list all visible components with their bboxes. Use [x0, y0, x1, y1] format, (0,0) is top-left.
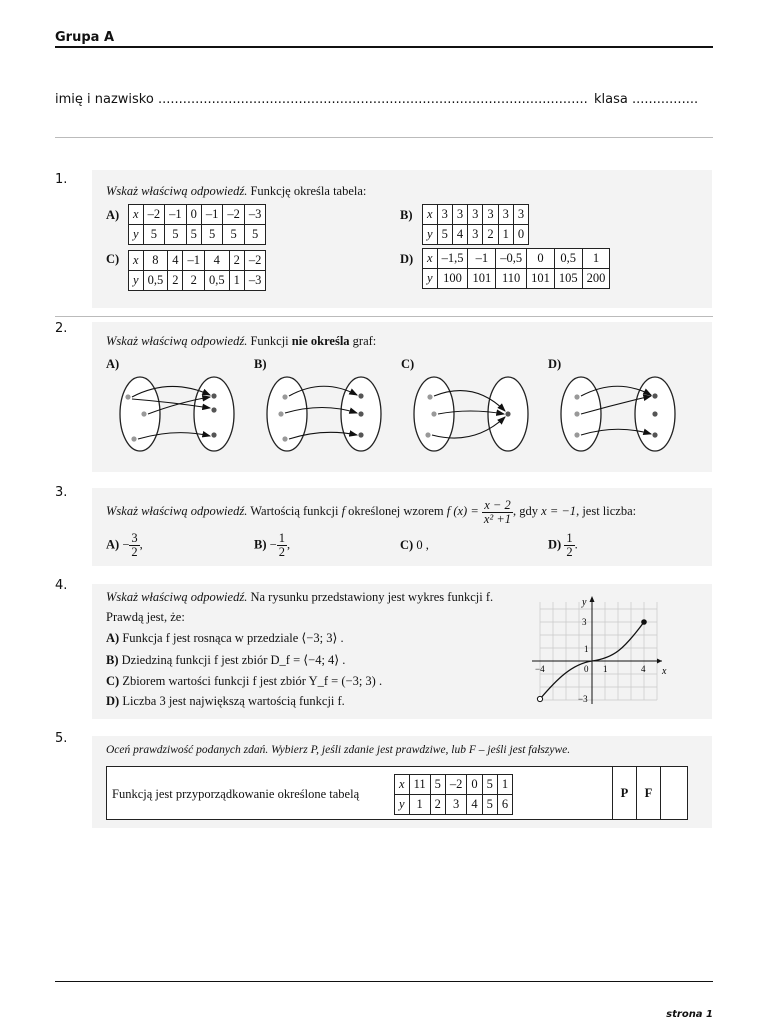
- table-header-cell: x: [423, 249, 438, 269]
- table-cell: –1,5: [437, 249, 468, 269]
- table-cell: 5: [244, 225, 266, 245]
- table-cell: 0: [467, 775, 482, 795]
- q4-graph-x-left: −4: [535, 664, 545, 674]
- q4-graph-x-zero: 0: [584, 664, 589, 674]
- q3-text-4: , jest liczba:: [576, 504, 637, 518]
- q4-prompt: Prawdą jest, że:: [106, 610, 185, 624]
- table-cell: 2: [229, 251, 244, 271]
- q2-mapping-graphs: [92, 372, 712, 472]
- question-1-number: 1.: [55, 172, 68, 187]
- q4-option-b[interactable]: B) Dziedziną funkcji f jest zbiór D_f = ⟨−4; 4⟩ .: [106, 653, 346, 667]
- q5-statement-box: [106, 766, 688, 820]
- q3-text-3: , gdy: [513, 504, 539, 518]
- table-cell: 3: [468, 225, 483, 245]
- q2-text: Funkcji: [250, 334, 289, 348]
- q2-instruction: Wskaż właściwą odpowiedź.: [106, 334, 248, 348]
- name-label: imię i nazwisko ........................................................................................................: [55, 92, 588, 107]
- table-cell: –2: [143, 205, 165, 225]
- table-cell: –2: [445, 775, 467, 795]
- q3-text-2: określonej wzorem: [348, 504, 444, 518]
- q3-formula-lhs: f (x) =: [446, 504, 479, 518]
- q3-formula-fraction: $\frac{x - 2}{\text{x² +1}}$: [483, 497, 512, 526]
- group-header: Grupa A: [55, 30, 713, 48]
- table-cell: 200: [582, 269, 610, 289]
- table-cell: –3: [244, 205, 266, 225]
- table-cell: 3: [445, 795, 467, 815]
- table-header-cell: y: [129, 225, 144, 245]
- table-cell: 3: [437, 205, 452, 225]
- table-cell: 0: [513, 225, 528, 245]
- table-cell: 0: [527, 249, 555, 269]
- table-cell: –2: [244, 251, 266, 271]
- table-header-cell: y: [395, 795, 410, 815]
- table-cell: 5: [437, 225, 452, 245]
- table-cell: 101: [527, 269, 555, 289]
- q1-option-a-label[interactable]: A): [106, 208, 120, 222]
- table-header-cell: x: [395, 775, 410, 795]
- q1-option-c-label[interactable]: C): [106, 252, 120, 266]
- table-cell: –1: [183, 251, 205, 271]
- q2-graph-a: [120, 377, 234, 451]
- page-number: strona 1: [666, 1009, 713, 1020]
- table-cell: 5: [223, 225, 245, 245]
- table-cell: 2: [183, 271, 205, 291]
- table-header-cell: x: [129, 205, 144, 225]
- table-cell: –1: [201, 205, 223, 225]
- q4-graph-x-label: x: [662, 666, 667, 677]
- table-cell: 5: [201, 225, 223, 245]
- q3-option-a[interactable]: A) − $\frac{3}{2}$ ,: [106, 531, 143, 560]
- table-cell: 3: [483, 205, 498, 225]
- q3-function-name: f: [341, 504, 346, 518]
- q2-graph-c: [414, 377, 528, 451]
- table-cell: 4: [452, 225, 467, 245]
- q4-graph-x-right: 4: [641, 664, 646, 674]
- q1-option-d-label[interactable]: D): [400, 252, 414, 266]
- table-cell: 11: [409, 775, 430, 795]
- table-cell: –3: [244, 271, 266, 291]
- q4-option-d[interactable]: D) Liczba 3 jest największą wartością funkcji f.: [106, 694, 345, 708]
- question-2-panel: [92, 322, 712, 472]
- table-cell: –1: [468, 249, 496, 269]
- name-field-line[interactable]: [55, 92, 699, 107]
- table-header-cell: y: [423, 225, 438, 245]
- table-cell: 3: [452, 205, 467, 225]
- q2-text-bold: nie określa: [291, 334, 350, 348]
- table-cell: 4: [168, 251, 183, 271]
- question-3-number: 3.: [55, 485, 68, 500]
- q1-table-d: [422, 248, 610, 289]
- q5-table: [394, 774, 513, 815]
- q2-graph-b: [267, 377, 381, 451]
- q2-option-b-label[interactable]: B): [254, 357, 267, 371]
- q5-false-option[interactable]: F: [636, 767, 661, 819]
- table-cell: 110: [496, 269, 527, 289]
- table-cell: 2: [483, 225, 498, 245]
- q5-instruction: Oceń prawdziwość podanych zdań. Wybierz P, jeśli zdanie jest prawdziwe, lub F – jeśli jest fałszywe.: [106, 744, 571, 756]
- q3-text: Wartością funkcji: [250, 504, 339, 518]
- q4-graph-y-one: 1: [584, 644, 589, 654]
- q1-text: Funkcję określa tabela:: [250, 184, 367, 198]
- table-header-cell: x: [423, 205, 438, 225]
- q3-option-b[interactable]: B) − $\frac{1}{2}$ ,: [254, 531, 291, 560]
- table-cell: 0,5: [143, 271, 168, 291]
- q5-statement: Funkcją jest przyporządkowanie określone tabelą: [112, 787, 360, 801]
- table-header-cell: x: [129, 251, 144, 271]
- q4-graph-y-bottom: −3: [578, 694, 588, 704]
- q4-option-a[interactable]: A) Funkcja f jest rosnąca w przedziale ⟨−3; 3⟩ .: [106, 631, 344, 645]
- table-cell: 2: [168, 271, 183, 291]
- table-cell: 8: [143, 251, 168, 271]
- q2-option-d-label[interactable]: D): [548, 357, 562, 371]
- table-cell: 0,5: [554, 249, 582, 269]
- q3-instruction: Wskaż właściwą odpowiedź.: [106, 504, 248, 518]
- table-cell: 5: [430, 775, 445, 795]
- q4-text: Na rysunku przedstawiony jest wykres funkcji f.: [250, 590, 494, 604]
- table-cell: –1: [165, 205, 187, 225]
- table-cell: 100: [437, 269, 468, 289]
- q2-text-end: graf:: [352, 334, 377, 348]
- q4-graph-y-label: y: [582, 597, 587, 608]
- q1-table-c: [128, 250, 266, 291]
- q5-true-option[interactable]: P: [612, 767, 636, 819]
- q4-function-graph: [532, 594, 672, 709]
- table-cell: 0,5: [204, 271, 229, 291]
- table-cell: 1: [409, 795, 430, 815]
- question-4-number: 4.: [55, 578, 68, 593]
- q1-table-a: [128, 204, 266, 245]
- q2-option-c-label[interactable]: C): [401, 357, 415, 371]
- table-cell: 1: [497, 775, 512, 795]
- question-3-panel: [92, 488, 712, 566]
- footer-divider: [55, 981, 713, 982]
- divider: [55, 137, 713, 138]
- q3-condition: x = −1: [541, 504, 577, 518]
- table-cell: 2: [430, 795, 445, 815]
- q1-table-b: [422, 204, 529, 245]
- q2-graph-d: [561, 377, 675, 451]
- q1-instruction: Wskaż właściwą odpowiedź.: [106, 184, 248, 198]
- class-label: klasa ................: [594, 92, 699, 107]
- q2-option-a-label[interactable]: A): [106, 357, 120, 371]
- table-header-cell: y: [423, 269, 438, 289]
- table-cell: 3: [468, 205, 483, 225]
- table-cell: 1: [582, 249, 610, 269]
- table-cell: 6: [497, 795, 512, 815]
- table-cell: 5: [482, 795, 497, 815]
- question-5-number: 5.: [55, 731, 68, 746]
- q1-option-b-label[interactable]: B): [400, 208, 413, 222]
- table-cell: 3: [513, 205, 528, 225]
- question-5-panel: [92, 736, 712, 828]
- q4-graph-x-one: 1: [603, 664, 608, 674]
- table-cell: 101: [468, 269, 496, 289]
- question-4-panel: [92, 584, 712, 719]
- table-cell: 105: [554, 269, 582, 289]
- q3-option-d[interactable]: D) $\frac{1}{2}$ .: [548, 531, 578, 560]
- q4-option-c[interactable]: C) Zbiorem wartości funkcji f jest zbiór Y_f = (−3; 3) .: [106, 674, 383, 688]
- table-cell: 5: [186, 225, 201, 245]
- table-cell: –2: [223, 205, 245, 225]
- table-cell: 5: [482, 775, 497, 795]
- q4-graph-y-top: 3: [582, 617, 587, 627]
- table-cell: 1: [229, 271, 244, 291]
- table-cell: 5: [143, 225, 165, 245]
- table-cell: 4: [204, 251, 229, 271]
- table-cell: 4: [467, 795, 482, 815]
- table-cell: 3: [498, 205, 513, 225]
- table-cell: –0,5: [496, 249, 527, 269]
- q3-option-c[interactable]: C) 0 ,: [400, 538, 429, 552]
- divider: [55, 316, 713, 317]
- table-cell: 1: [498, 225, 513, 245]
- table-cell: 0: [186, 205, 201, 225]
- question-2-number: 2.: [55, 321, 68, 336]
- table-cell: 5: [165, 225, 187, 245]
- table-header-cell: y: [129, 271, 144, 291]
- question-1-panel: [92, 170, 712, 308]
- q4-instruction: Wskaż właściwą odpowiedź.: [106, 590, 248, 604]
